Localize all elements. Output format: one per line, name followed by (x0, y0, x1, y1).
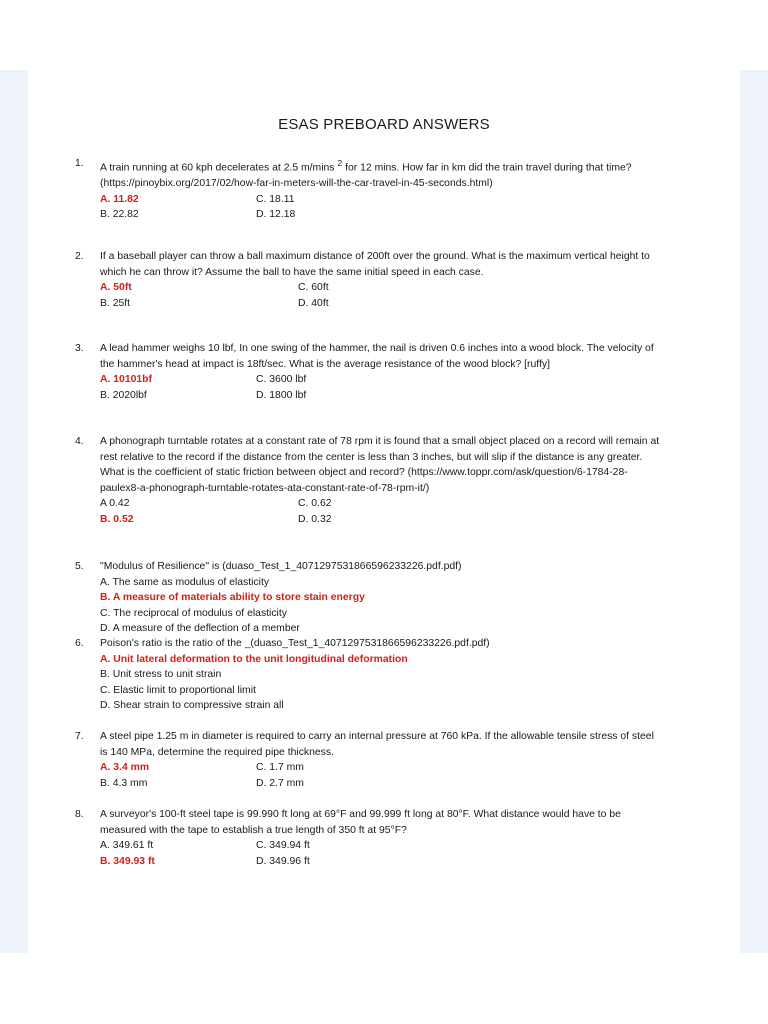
question-7 (75, 729, 660, 791)
answer-choices (100, 760, 660, 791)
choice-b: B. Unit stress to unit strain (100, 669, 222, 681)
choice-d: D. 349.96 ft (256, 855, 310, 867)
choice-b: B. 4.3 mm (100, 777, 148, 789)
choice-b-correct: B. 349.93 ft (100, 855, 155, 867)
question-number: 7. (75, 731, 84, 742)
choice-c: C. 3600 lbf (256, 374, 307, 386)
question-1 (75, 156, 660, 223)
question-8 (75, 807, 660, 869)
choice-b-correct: B. A measure of materials ability to store stain energy (100, 592, 365, 604)
question-stem: Poison's ratio is the ratio of the _(duaso_Test_1_4071297531866596233226.pdf.pdf) (100, 638, 490, 649)
right-margin-band (740, 70, 768, 953)
choice-a-correct: A. 50ft (100, 282, 132, 294)
choice-a: A 0.42 (100, 498, 130, 510)
choice-d: D. 2.7 mm (256, 777, 304, 789)
question-number: 2. (75, 251, 84, 262)
question-stem: A steel pipe 1.25 m in diameter is required to carry an internal pressure at 760 kPa. If the allowable tensile stress of steel is 140 MPa, determine the required pipe thickness. (100, 731, 654, 758)
document-page (28, 70, 740, 953)
choice-c: C. 60ft (298, 282, 329, 294)
choice-a-correct: A. 10101bf (100, 374, 152, 386)
question-number: 6. (75, 638, 84, 649)
question-number: 4. (75, 436, 84, 447)
choice-c: C. The reciprocal of modulus of elasticity (100, 607, 287, 619)
question-stem: A surveyor's 100-ft steel tape is 99.990 ft long at 69°F and 99.999 ft long at 80°F. What distance would have to be measured with the tape to establish a true length of 350 ft at 95°F? (100, 809, 621, 836)
answer-choices (100, 280, 660, 311)
answer-choices (100, 838, 660, 869)
choice-b-correct: B. 0.52 (100, 513, 134, 525)
choice-b: B. 2020lbf (100, 389, 147, 401)
choice-c: C. 18.11 (256, 193, 295, 205)
question-5 (75, 559, 660, 637)
answer-choices (100, 496, 660, 527)
page-title: ESAS PREBOARD ANSWERS (278, 116, 490, 133)
question-4 (75, 434, 660, 528)
question-stem: A phonograph turntable rotates at a constant rate of 78 rpm it is found that a small object placed on a record will remain at rest relative to the record if the distance from the center is less than 3 inches, but will slip if the distance is any greater. What is the coefficient of static friction between object and record? (https://www.toppr.com/ask/question/6-1784-28-paulex8-a-phonograph-turntable-rotates-ata-constant-rate-of-78-rpm-it/) (100, 436, 660, 494)
choice-c: C. 349.94 ft (256, 840, 310, 852)
choice-a: A. The same as modulus of elasticity (100, 576, 270, 588)
question-2 (75, 249, 660, 311)
choice-d: D. 12.18 (256, 209, 296, 221)
question-stem: A lead hammer weighs 10 lbf, In one swing of the hammer, the nail is driven 0.6 inches into a wood block. The velocity of the hammer's head at impact is 18ft/sec. What is the average resistance of the wood block? [ruffy] (100, 343, 654, 370)
left-margin-band (0, 70, 28, 953)
question-stem: A train running at 60 kph decelerates at 2.5 m/mins $^2$ for 12 mins. How far in km did the train travel during that time? (https://pinoybix.org/2017/02/how-far-in-meters-will-the-car-travel-in-45-seconds.html) (100, 158, 632, 190)
question-6 (75, 636, 660, 714)
choice-a-correct: A. Unit lateral deformation to the unit longitudinal deformation (100, 653, 408, 665)
question-number: 1. (75, 158, 84, 169)
choice-d: D. 0.32 (298, 513, 332, 525)
choice-d: D. A measure of the deflection of a member (100, 623, 300, 635)
choice-b: B. 22.82 (100, 209, 139, 221)
question-number: 5. (75, 561, 84, 572)
choice-a-correct: A. 3.4 mm (100, 762, 150, 774)
answer-choices (100, 372, 660, 403)
choice-d: D. 40ft (298, 297, 329, 309)
choice-a-correct: A. 11.82 (100, 193, 139, 205)
question-stem: "Modulus of Resilience" is (duaso_Test_1_4071297531866596233226.pdf.pdf) (100, 561, 462, 572)
choice-d: D. Shear strain to compressive strain all (100, 700, 284, 712)
choice-d: D. 1800 lbf (256, 389, 307, 401)
choice-a: A. 349.61 ft (100, 840, 154, 852)
choice-c: C. Elastic limit to proportional limit (100, 684, 256, 696)
choice-c: C. 1.7 mm (256, 762, 304, 774)
question-3 (75, 341, 660, 403)
question-number: 8. (75, 809, 84, 820)
choice-b: B. 25ft (100, 297, 131, 309)
choice-c: C. 0.62 (298, 498, 332, 510)
question-stem: If a baseball player can throw a ball maximum distance of 200ft over the ground. What is the maximum vertical height to which he can throw it? Assume the ball to have the same initial speed in each case. (100, 251, 650, 278)
answer-choices (100, 192, 660, 223)
question-number: 3. (75, 343, 84, 354)
